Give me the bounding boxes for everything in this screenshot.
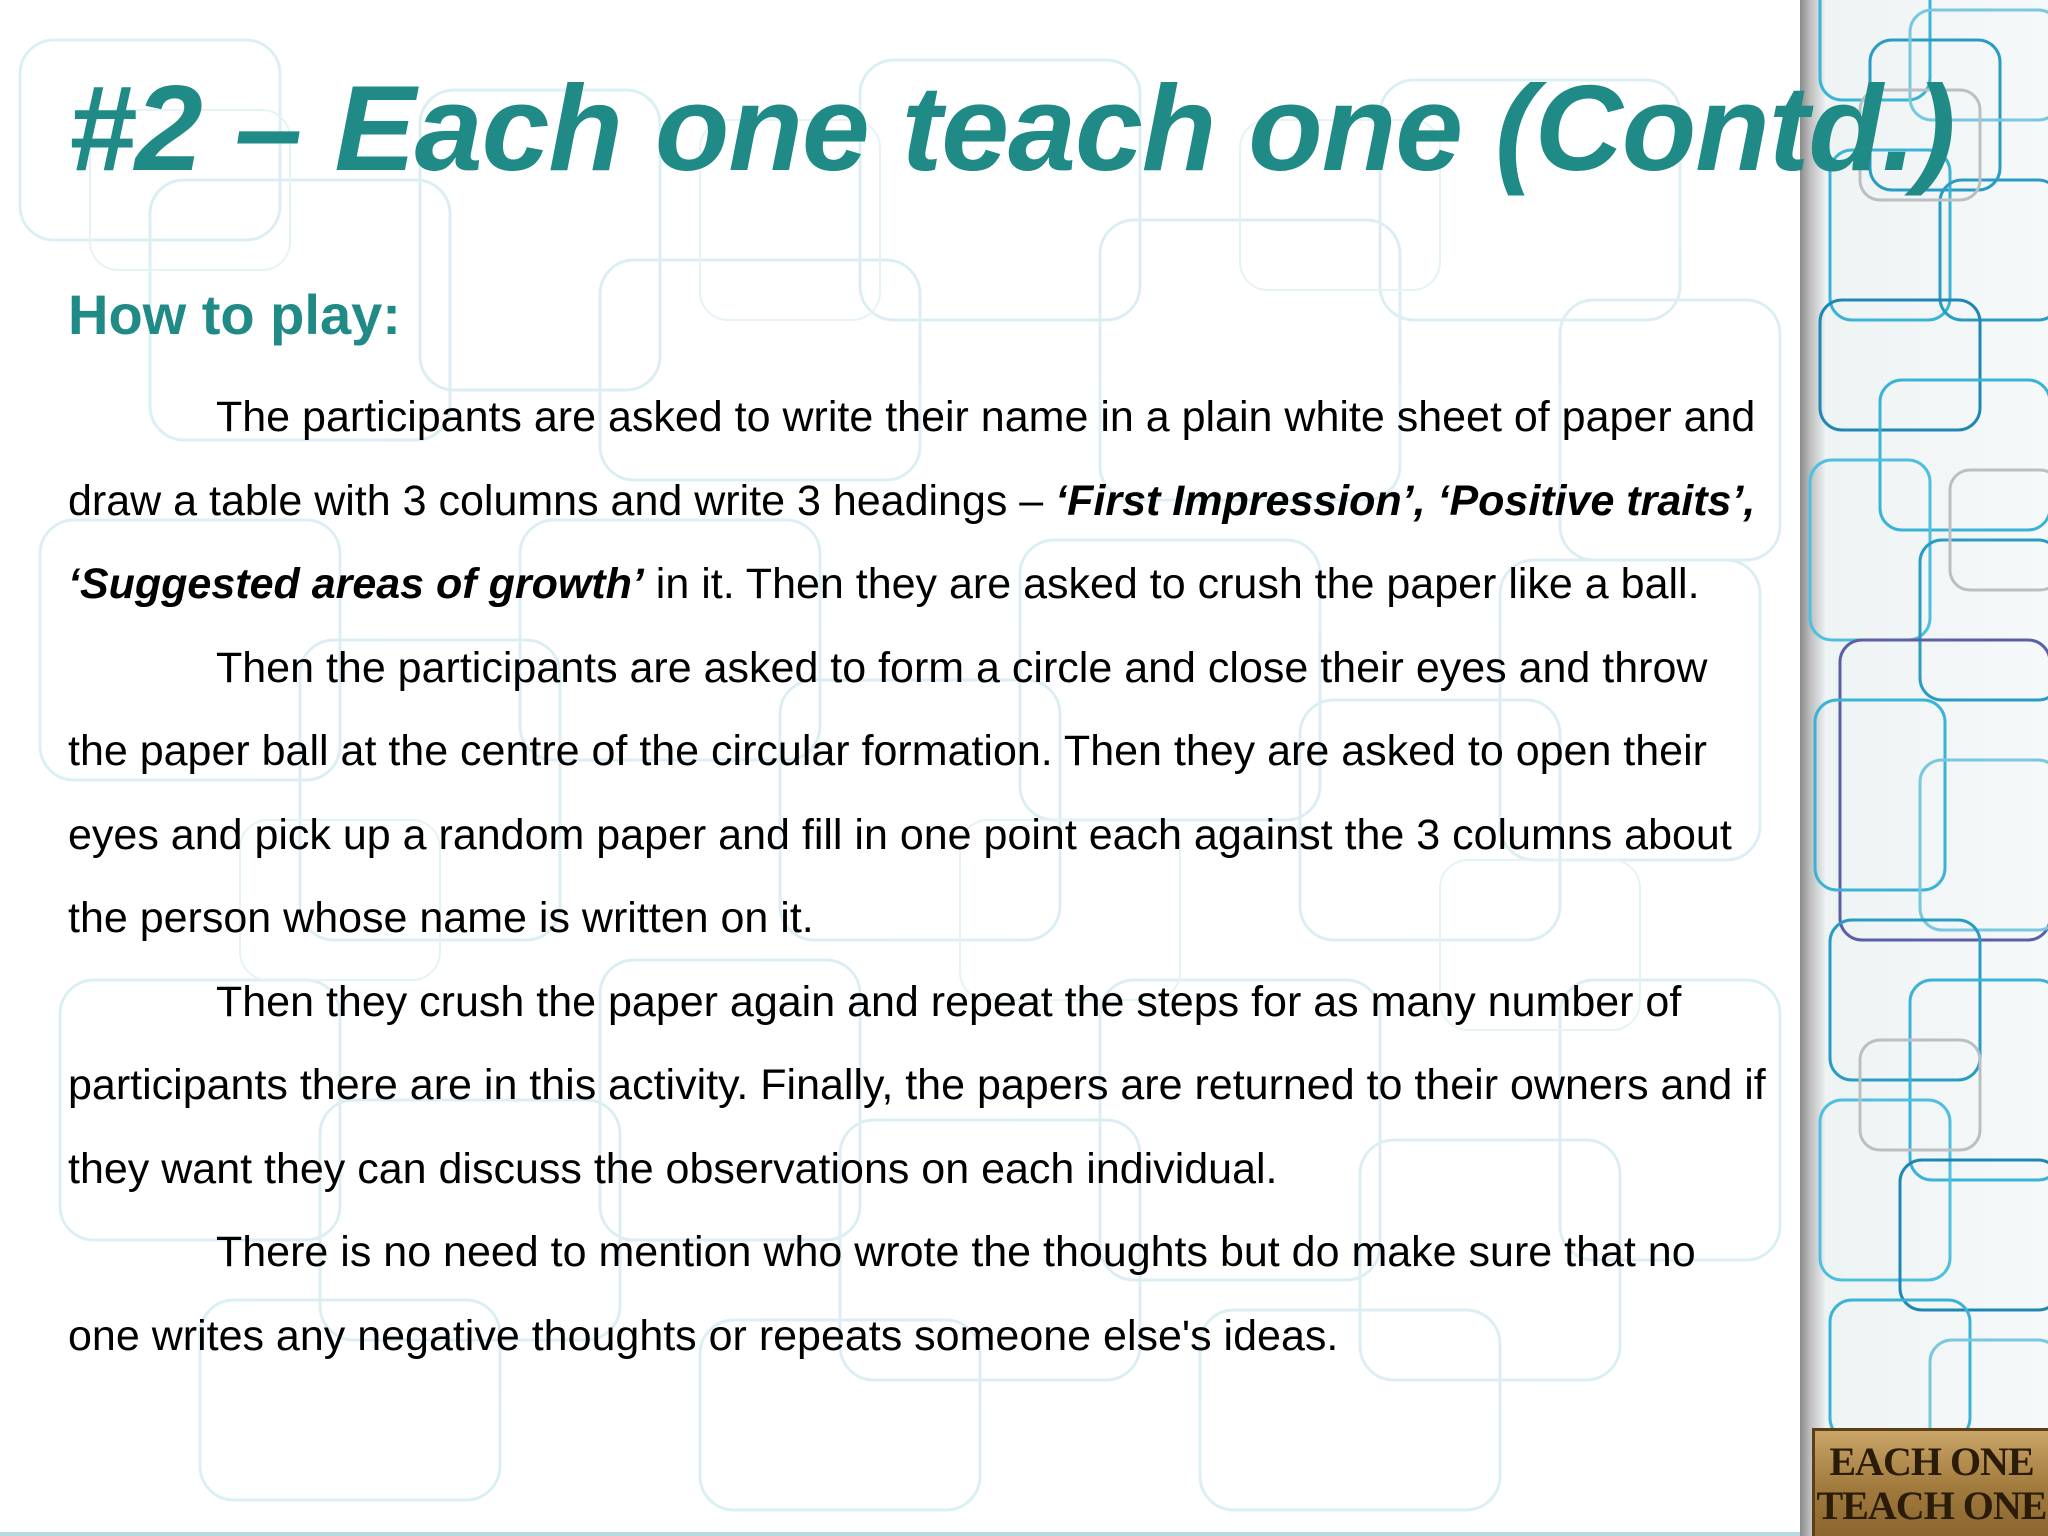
- column-headings-emphasis: ‘First Impression’, ‘Positive traits’, ‘Suggested areas of growth’: [68, 476, 1756, 608]
- bottom-divider: [0, 1532, 1800, 1536]
- paragraph-1: [68, 376, 1768, 627]
- section-heading: How to play:: [68, 283, 401, 346]
- badge-line-1: EACH ONE: [1829, 1438, 2034, 1484]
- paragraph-3: Then they crush the paper again and repeat the steps for as many number of participants there are in this activity. Finally, the papers are returned to their owners and if they want they can discuss the observations on each individual.: [68, 977, 1766, 1193]
- paragraph-2: Then the participants are asked to form a circle and close their eyes and throw the paper ball at the centre of the circular formation. Then they are asked to open their eyes and pick up a random paper and fill in one point each against the 3 columns about the person whose name is written on it.: [68, 643, 1732, 942]
- decorative-side-panel: [1800, 0, 2048, 1536]
- badge-line-2: TEACH ONE: [1816, 1482, 2047, 1528]
- paragraph-1-text-c: in it. Then they are asked to crush the paper like a ball.: [643, 560, 1700, 608]
- paragraph-1-text-a: The participants are asked to write their name in a plain white sheet of paper and draw a table with 3 columns and write 3 headings –: [68, 393, 1756, 525]
- instructions-body: [68, 376, 1768, 1378]
- each-one-teach-one-badge: [1812, 1428, 2048, 1536]
- slide-title: #2 – Each one teach one (Contd.): [68, 60, 1955, 196]
- paragraph-4: There is no need to mention who wrote the thoughts but do make sure that no one writes any negative thoughts or repeats someone else's ideas.: [68, 1228, 1696, 1360]
